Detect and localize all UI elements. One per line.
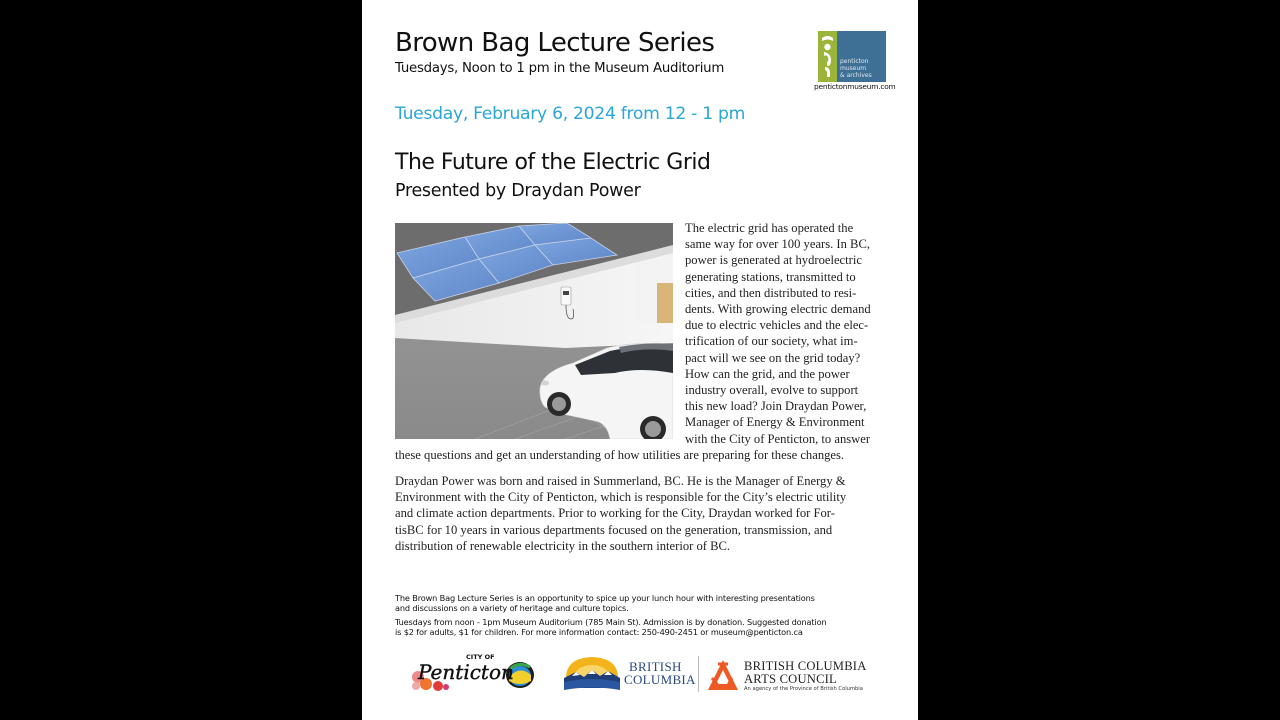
arts-council-triangle-icon — [706, 658, 740, 694]
svg-text:CITY OF: CITY OF — [466, 653, 495, 661]
british-columbia-logo — [562, 654, 694, 694]
museum-figure-icon — [821, 35, 834, 78]
presenter-bio: Draydan Power was born and raised in Summerland, BC. He is the Manager of Energy & Environment with the City of Penticton, which is responsible for the City’s electric utility and climate action departments. Prior to working for the City, Draydan worked for For- tisBC for 10 years in various departments focused on the generation, transmission, and distribution of renewable electricity in the southern interior of BC. — [395, 474, 847, 553]
svg-text:Penticton: Penticton — [418, 660, 514, 684]
museum-logo-text: penticton museum & archives — [840, 58, 872, 79]
event-date: Tuesday, February 6, 2024 from 12 - 1 pm — [395, 104, 746, 124]
museum-logo-green-band — [818, 31, 837, 82]
city-of-penticton-logo — [408, 651, 536, 693]
penticton-museum-logo — [814, 31, 896, 93]
intro-paragraph-continued: these questions and get an understanding of how utilities are preparing for these changes. — [395, 448, 845, 462]
presenter: Presented by Draydan Power — [395, 181, 641, 201]
arts-council-tagline: An agency of the Province of British Columbia — [744, 686, 863, 692]
intro-paragraph: The electric grid has operated the same way for over 100 years. In BC, power is generated at hydroelectric generating stations, transmitted to cities, and then distributed to resi- dents. With growing electric demand due to electric vehicles and the elec- trification of our society, what im- pact will we see on the grid today? How can the grid, and the power industry overall, evolve to support this new load? Join Draydan Power, Manager of Energy & Environment with the City of Penticton, to answer — [685, 221, 871, 446]
museum-url: pentictonmuseum.com — [814, 82, 896, 91]
museum-logo-box — [818, 31, 886, 82]
arts-council-wordmark: BRITISH COLUMBIA ARTS COUNCIL — [744, 659, 867, 686]
series-title: Brown Bag Lecture Series — [395, 28, 715, 58]
series-blurb: The Brown Bag Lecture Series is an opportunity to spice up your lunch hour with interesting presentations and discussions on a variety of heritage and culture topics. — [395, 593, 815, 614]
logo-divider — [698, 656, 699, 692]
flyer-page — [362, 0, 918, 720]
bc-sunburst-icon — [562, 654, 622, 694]
bc-wordmark: BRITISH COLUMBIA — [624, 659, 696, 687]
talk-title: The Future of the Electric Grid — [395, 150, 711, 175]
series-subtitle: Tuesdays, Noon to 1 pm in the Museum Auditorium — [395, 61, 725, 76]
admission-info: Tuesdays from noon - 1pm Museum Auditorium (785 Main St). Admission is by donation. Suggested donation is $2 for adults, $1 for children. For more information contact: 250-490-2451 or museum@penticton.ca — [395, 617, 827, 638]
ev-garage-photo — [395, 223, 673, 439]
bc-arts-council-logo — [704, 656, 879, 696]
